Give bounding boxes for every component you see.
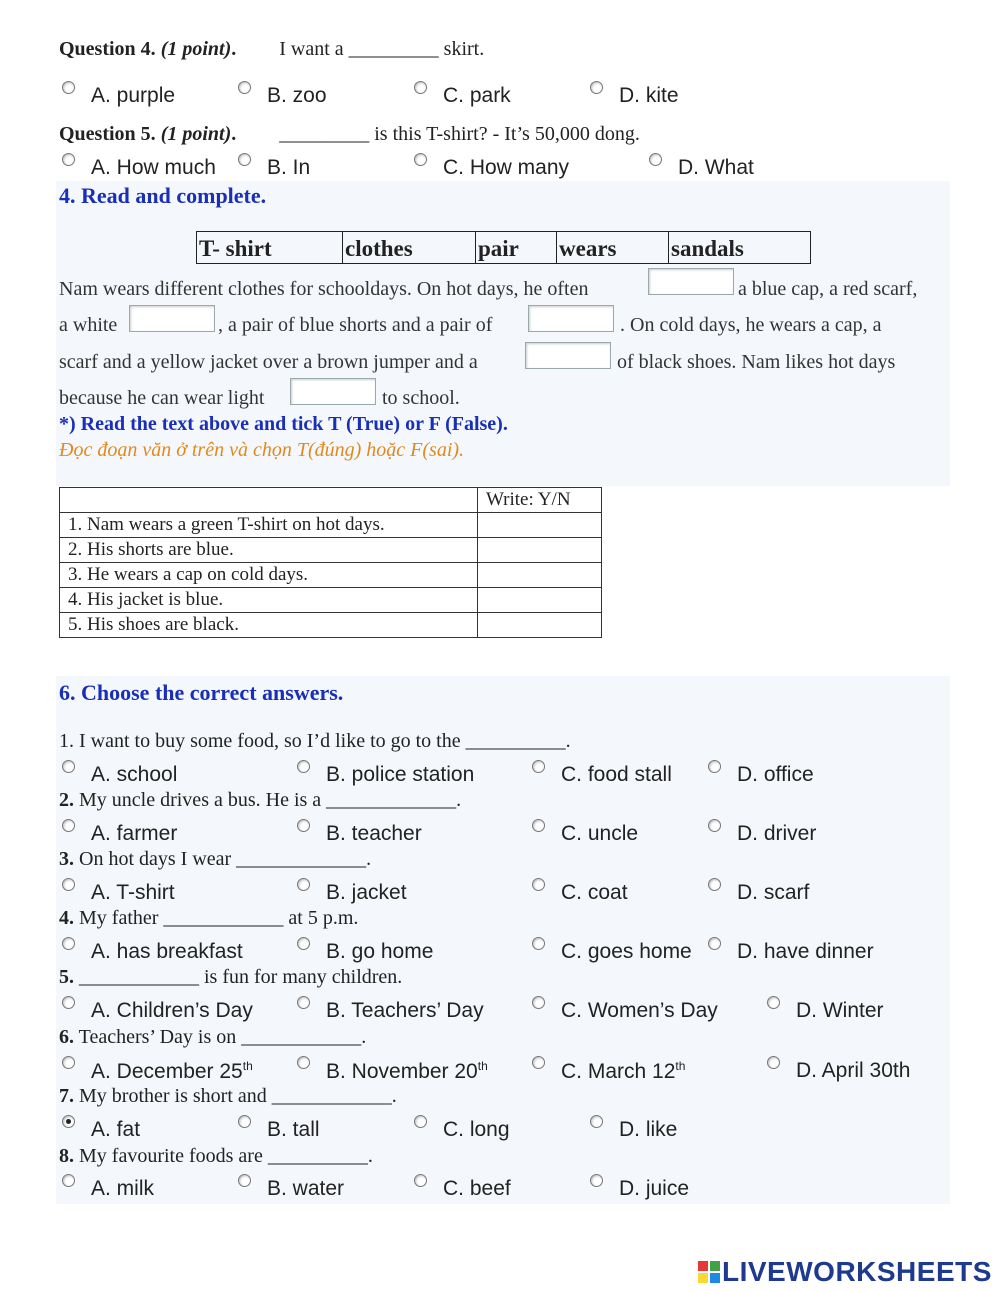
question-text: _________ is this T-shirt? - It’s 50,000 dong.	[279, 123, 640, 145]
s6-question-7: 7. My brother is short and ____________.	[59, 1085, 397, 1107]
s6q5-option-d[interactable]: D. Winter	[796, 999, 884, 1022]
statement: 3. He wears a cap on cold days.	[60, 563, 478, 588]
word-bank-item: T- shirt	[197, 232, 343, 264]
q4-option-c[interactable]: C. park	[443, 84, 511, 107]
s6q3-radio-c[interactable]	[532, 878, 545, 891]
section-6-title: 6. Choose the correct answers.	[59, 680, 344, 705]
q5-option-b[interactable]: B. In	[267, 156, 311, 179]
q5-radio-b[interactable]	[238, 153, 251, 166]
s6q5-option-b[interactable]: B. Teachers’ Day	[326, 999, 484, 1022]
blank-input-2[interactable]	[129, 305, 215, 332]
s6q7-option-b[interactable]: B. tall	[267, 1118, 320, 1141]
q5-radio-a[interactable]	[62, 153, 75, 166]
s6-question-8: 8. My favourite foods are __________.	[59, 1145, 373, 1167]
question-text: I want a _________ skirt.	[279, 38, 485, 60]
s6q3-option-d[interactable]: D. scarf	[737, 881, 810, 904]
s6q5-radio-d[interactable]	[767, 996, 780, 1009]
s6q8-radio-a[interactable]	[62, 1174, 75, 1187]
word-bank-item: clothes	[343, 232, 476, 264]
s6q5-radio-c[interactable]	[532, 996, 545, 1009]
question-number: Question 4.	[59, 38, 156, 60]
s6q6-radio-c[interactable]	[532, 1056, 545, 1069]
s6q7-option-a[interactable]: A. fat	[91, 1118, 141, 1141]
s6q1-radio-a[interactable]	[62, 760, 75, 773]
table-header: Write: Y/N	[478, 488, 602, 513]
s6q5-option-a[interactable]: A. Children’s Day	[91, 999, 253, 1022]
s6q3-option-c[interactable]: C. coat	[561, 881, 628, 904]
s6q8-radio-c[interactable]	[414, 1174, 427, 1187]
s6q2-radio-b[interactable]	[297, 819, 310, 832]
answer-cell[interactable]	[478, 613, 602, 638]
word-bank	[196, 231, 811, 264]
s6q7-option-c[interactable]: C. long	[443, 1118, 510, 1141]
s6q3-option-b[interactable]: B. jacket	[326, 881, 407, 904]
true-false-instructions: *) Read the text above and tick T (True) or F (False).	[59, 413, 508, 435]
paragraph-text: a blue cap, a red scarf,	[738, 278, 918, 300]
s6q1-radio-d[interactable]	[708, 760, 721, 773]
paragraph-text: of black shoes. Nam likes hot days	[617, 351, 896, 373]
s6q2-radio-a[interactable]	[62, 819, 75, 832]
answer-cell[interactable]	[478, 538, 602, 563]
s6q7-option-d[interactable]: D. like	[619, 1118, 678, 1141]
s6q1-radio-b[interactable]	[297, 760, 310, 773]
liveworksheets-logo[interactable]	[698, 1256, 992, 1288]
paragraph-text: because he can wear light	[59, 387, 265, 409]
s6q4-option-a[interactable]: A. has breakfast	[91, 940, 243, 963]
q4-option-b[interactable]: B. zoo	[267, 84, 327, 107]
answer-cell[interactable]	[478, 563, 602, 588]
s6q6-option-b[interactable]: B. November 20th	[326, 1059, 488, 1083]
s6q8-option-a[interactable]: A. milk	[91, 1177, 154, 1200]
s6q4-radio-a[interactable]	[62, 937, 75, 950]
s6q2-option-b[interactable]: B. teacher	[326, 822, 422, 845]
q4-radio-d[interactable]	[590, 81, 603, 94]
logo-icon	[698, 1261, 720, 1283]
table-row	[60, 563, 602, 588]
table-row	[60, 613, 602, 638]
q4-radio-b[interactable]	[238, 81, 251, 94]
q4-option-d[interactable]: D. kite	[619, 84, 679, 107]
s6q7-radio-d[interactable]	[590, 1115, 603, 1128]
paragraph-text: to school.	[382, 387, 460, 409]
s6q1-option-a[interactable]: A. school	[91, 763, 178, 786]
s6q3-radio-a[interactable]	[62, 878, 75, 891]
s6q5-radio-b[interactable]	[297, 996, 310, 1009]
s6-question-3: 3. On hot days I wear _____________.	[59, 848, 372, 870]
s6q6-option-c[interactable]: C. March 12th	[561, 1059, 686, 1083]
s6q4-radio-d[interactable]	[708, 937, 721, 950]
q5-option-c[interactable]: C. How many	[443, 156, 570, 179]
question-5-line: Question 5. (1 point). _________ is this T-shirt? - It’s 50,000 dong.	[59, 123, 640, 145]
statement: 2. His shorts are blue.	[60, 538, 478, 563]
question-points: (1 point)	[160, 38, 232, 60]
table-row	[60, 488, 602, 513]
s6-question-2: 2. My uncle drives a bus. He is a _____________.	[59, 789, 462, 811]
true-false-table	[59, 487, 602, 638]
s6q8-option-c[interactable]: C. beef	[443, 1177, 511, 1200]
blank-input-1[interactable]	[648, 268, 734, 295]
s6q8-option-d[interactable]: D. juice	[619, 1177, 690, 1200]
paragraph-text: , a pair of blue shorts and a pair of	[218, 314, 493, 336]
s6q8-radio-b[interactable]	[238, 1174, 251, 1187]
statement: 5. His shoes are black.	[60, 613, 478, 638]
table-row	[60, 513, 602, 538]
word-bank-item: sandals	[669, 232, 811, 264]
q5-option-d[interactable]: D. What	[678, 156, 754, 179]
logo-text: LIVEWORKSHEETS	[722, 1256, 992, 1287]
q5-radio-d[interactable]	[649, 153, 662, 166]
s6-question-5: 5. ____________ is fun for many children.	[59, 966, 403, 988]
s6q3-radio-b[interactable]	[297, 878, 310, 891]
s6q1-option-c[interactable]: C. food stall	[561, 763, 672, 786]
statement: 4. His jacket is blue.	[60, 588, 478, 613]
paragraph-text: . On cold days, he wears a cap, a	[620, 314, 882, 336]
s6q4-radio-c[interactable]	[532, 937, 545, 950]
word-bank-item: pair	[476, 232, 557, 264]
question-points: (1 point)	[160, 123, 232, 145]
s6q8-radio-d[interactable]	[590, 1174, 603, 1187]
s6q1-option-d[interactable]: D. office	[737, 763, 814, 786]
s6q7-radio-b[interactable]	[238, 1115, 251, 1128]
paragraph-text: a white	[59, 314, 118, 336]
s6q3-radio-d[interactable]	[708, 878, 721, 891]
s6q4-option-c[interactable]: C. goes home	[561, 940, 692, 963]
q4-radio-a[interactable]	[62, 81, 75, 94]
s6-question-6: 6. Teachers’ Day is on ____________.	[59, 1026, 367, 1048]
paragraph-text: scarf and a yellow jacket over a brown jumper and a	[59, 351, 478, 373]
s6q6-radio-d[interactable]	[767, 1056, 780, 1069]
table-row	[60, 538, 602, 563]
section-4-title: 4. Read and complete.	[59, 183, 267, 208]
s6q6-radio-b[interactable]	[297, 1056, 310, 1069]
s6q8-option-b[interactable]: B. water	[267, 1177, 345, 1200]
table-row	[60, 588, 602, 613]
s6q4-option-d[interactable]: D. have dinner	[737, 940, 874, 963]
s6q3-option-a[interactable]: A. T-shirt	[91, 881, 175, 904]
question-4-line: Question 4. (1 point). I want a _________ skirt.	[59, 38, 485, 60]
s6q7-radio-a-selected[interactable]	[62, 1115, 75, 1128]
word-bank-item: wears	[557, 232, 669, 264]
s6q4-option-b[interactable]: B. go home	[326, 940, 434, 963]
s6q6-option-d[interactable]: D. April 30th	[796, 1059, 911, 1082]
s6q2-option-a[interactable]: A. farmer	[91, 822, 178, 845]
blank-input-4[interactable]	[525, 342, 611, 369]
s6q4-radio-b[interactable]	[297, 937, 310, 950]
s6q5-radio-a[interactable]	[62, 996, 75, 1009]
q4-option-a[interactable]: A. purple	[91, 84, 176, 107]
s6q7-radio-c[interactable]	[414, 1115, 427, 1128]
answer-cell[interactable]	[478, 513, 602, 538]
s6q2-option-c[interactable]: C. uncle	[561, 822, 639, 845]
blank-input-3[interactable]	[528, 305, 614, 332]
question-number: Question 5.	[59, 123, 156, 145]
q5-radio-c[interactable]	[414, 153, 427, 166]
s6q6-option-a[interactable]: A. December 25th	[91, 1059, 253, 1083]
true-false-instructions-vi: Đọc đoạn văn ở trên và chọn T(đúng) hoặc F(sai).	[59, 439, 465, 461]
s6q2-option-d[interactable]: D. driver	[737, 822, 817, 845]
answer-cell[interactable]	[478, 588, 602, 613]
s6q6-radio-a[interactable]	[62, 1056, 75, 1069]
statement: 1. Nam wears a green T-shirt on hot days.	[60, 513, 478, 538]
s6q2-radio-d[interactable]	[708, 819, 721, 832]
s6-question-1: 1. I want to buy some food, so I’d like to go to the __________.	[59, 730, 571, 752]
s6q2-radio-c[interactable]	[532, 819, 545, 832]
s6-question-4: 4. My father ____________ at 5 p.m.	[59, 907, 359, 929]
s6q1-option-b[interactable]: B. police station	[326, 763, 475, 786]
q4-radio-c[interactable]	[414, 81, 427, 94]
q5-option-a[interactable]: A. How much	[91, 156, 216, 179]
blank-input-5[interactable]	[290, 378, 376, 405]
paragraph-text: Nam wears different clothes for schooldays. On hot days, he often	[59, 278, 589, 300]
s6q5-option-c[interactable]: C. Women’s Day	[561, 999, 718, 1022]
s6q1-radio-c[interactable]	[532, 760, 545, 773]
